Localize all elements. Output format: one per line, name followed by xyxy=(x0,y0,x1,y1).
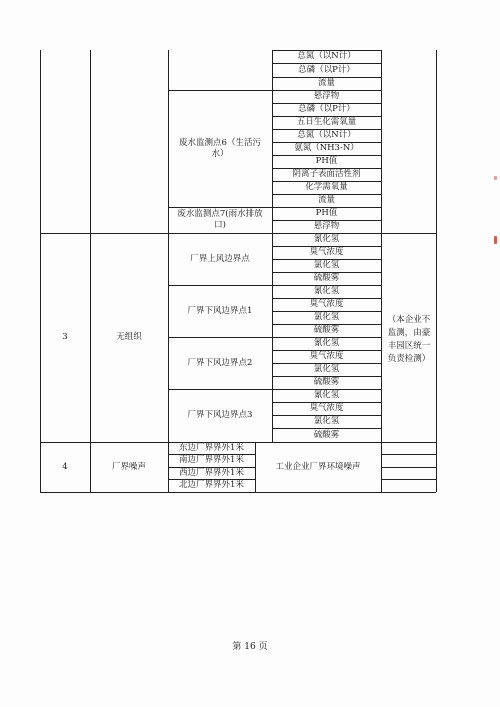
p6-item: PH值 xyxy=(315,156,338,166)
col-divider-4 xyxy=(381,50,382,492)
p7-item: 悬浮物 xyxy=(313,221,340,231)
noise-item: 工业企业厂界环境噪声 xyxy=(275,461,361,472)
s3-item: 氰化氢 xyxy=(313,390,340,400)
p6-item: 阴离子表面活性剂 xyxy=(292,169,361,179)
row-line xyxy=(381,479,436,480)
s3-item: 氯化氢 xyxy=(313,312,340,322)
s3-item: 硫酸雾 xyxy=(313,429,340,440)
p6-item: 化学需氧量 xyxy=(305,182,348,192)
s3-item: 硫酸雾 xyxy=(313,273,340,283)
s3-item: 氯化氢 xyxy=(313,364,340,374)
noise-point-west: 西边厂界界外1米 xyxy=(179,467,244,478)
item-total-nitrogen: 总氮（以N计） xyxy=(297,51,356,61)
boundary-point-upwind: 厂界上风边界点 xyxy=(190,253,250,264)
p6-item: 总氮（以N计） xyxy=(297,130,356,140)
p7-item: PH值 xyxy=(315,208,338,218)
s3-item: 氯化氢 xyxy=(313,416,340,426)
p6-item: 悬浮物 xyxy=(313,91,340,101)
section3-number: 3 xyxy=(62,332,68,342)
boundary-point-downwind-1: 厂界下风边界点1 xyxy=(187,305,253,316)
item-flow: 流量 xyxy=(317,78,335,88)
s3-item: 硫酸雾 xyxy=(313,377,340,387)
scan-edge-mark xyxy=(494,176,497,180)
table-border-bottom xyxy=(40,492,436,493)
item-total-phosphorus: 总磷（以P计） xyxy=(298,64,355,75)
section3-category: 无组织 xyxy=(116,332,142,342)
s3-item: 氰化氢 xyxy=(313,338,340,348)
s3-item: 臭气浓度 xyxy=(309,247,344,257)
row-line xyxy=(381,467,436,468)
row-line xyxy=(381,454,436,455)
s3-item: 臭气浓度 xyxy=(309,403,344,413)
table-border-right xyxy=(436,50,437,492)
monitoring-point-7: 废水监测点7(雨水排放口) xyxy=(177,209,263,230)
section4-category: 厂界噪声 xyxy=(111,461,146,472)
noise-point-east: 东边厂界界外1米 xyxy=(179,442,244,453)
s3-item: 氰化氢 xyxy=(313,286,340,296)
boundary-point-downwind-3: 厂界下风边界点3 xyxy=(187,410,253,420)
page-number: 第 16 页 xyxy=(232,641,268,652)
s3-item: 硫酸雾 xyxy=(313,325,340,335)
s3-item: 氯化氢 xyxy=(313,260,340,270)
boundary-point-downwind-2: 厂界下风边界点2 xyxy=(187,357,253,368)
p6-item: 流量 xyxy=(317,195,335,205)
noise-point-south: 南边厂界界外1米 xyxy=(179,455,244,465)
monitoring-point-6: 废水监测点6（生活污水） xyxy=(179,137,261,159)
p6-item: 氨氮（NH3-N） xyxy=(294,143,359,153)
scan-edge-mark xyxy=(494,236,497,244)
s3-item: 臭气浓度 xyxy=(309,299,344,309)
section4-number: 4 xyxy=(62,461,68,472)
section3-note: （本企业不监测，由豪丰园区统一负责检测） xyxy=(387,315,431,364)
noise-point-north: 北边厂界界外1米 xyxy=(179,480,244,490)
s3-item: 臭气浓度 xyxy=(309,351,344,361)
p6-item: 五日生化需氧量 xyxy=(296,117,357,127)
p6-item: 总磷（以P计） xyxy=(298,104,355,114)
s3-item: 氰化氢 xyxy=(313,234,340,244)
